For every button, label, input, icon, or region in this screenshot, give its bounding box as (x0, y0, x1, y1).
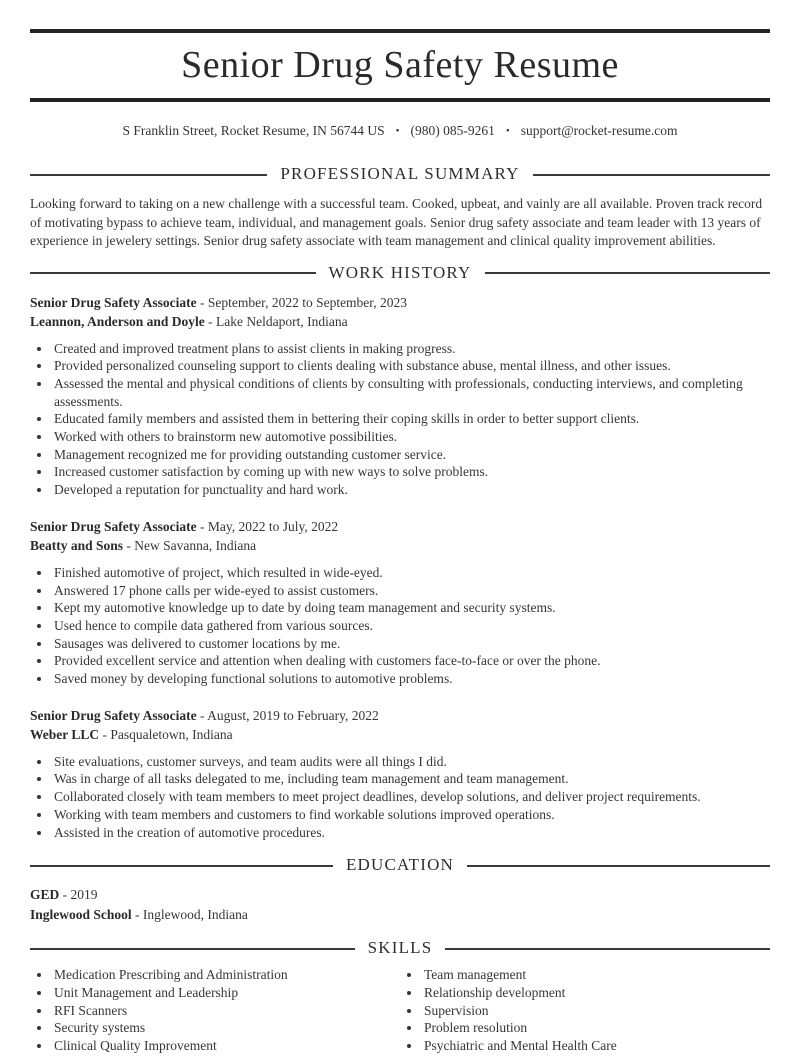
contact-separator-icon: • (395, 125, 400, 137)
job-dates: September, 2022 to September, 2023 (207, 294, 408, 310)
heading-rule-left (30, 272, 316, 274)
job-entry (30, 293, 770, 499)
section-heading-label: EDUCATION (345, 855, 455, 875)
skill-item: • Unit Management and Leadership (52, 984, 400, 1002)
job-bullet: • Kept my automotive knowledge up to date by doing team management and security systems. (52, 599, 770, 617)
job-dates: August, 2019 to February, 2022 (207, 707, 379, 723)
job-bullet: • Sausages was delivered to customer locations by me. (52, 635, 770, 653)
heading-rule-right (445, 948, 770, 950)
skill-item: • Team management (422, 966, 770, 984)
double-rule-bottom (30, 98, 770, 102)
job-bullet: • Created and improved treatment plans to assist clients in making progress. (52, 340, 770, 358)
company-name: Beatty and Sons (30, 538, 124, 554)
section-heading-professional-summary (30, 164, 770, 184)
job-bullet: • Working with team members and customers to find workable solutions improved operations. (52, 806, 770, 824)
job-bullet: • Increased customer satisfaction by coming up with new ways to solve problems. (52, 463, 770, 481)
job-bullet: • Collaborated closely with team members to meet project deadlines, develop solutions, and deliver project requirements. (52, 788, 770, 806)
skills-column-right (400, 966, 770, 1055)
dash-separator: - (208, 314, 213, 329)
company-name: Weber LLC (30, 727, 100, 743)
skill-list (30, 966, 400, 1055)
skill-item: • Supervision (422, 1002, 770, 1020)
job-location: Lake Neldaport, Indiana (216, 314, 348, 329)
skill-list (400, 966, 770, 1055)
job-company-line (30, 312, 770, 332)
job-bullet-list (30, 753, 770, 842)
contact-line (30, 122, 770, 140)
dash-separator: - (62, 887, 68, 903)
job-title: Senior Drug Safety Associate (30, 707, 197, 723)
skill-item: • Clinical Quality Improvement (52, 1037, 400, 1055)
job-entry (30, 706, 770, 842)
section-heading-label: PROFESSIONAL SUMMARY (280, 164, 520, 183)
section-heading-label: WORK HISTORY (328, 262, 472, 282)
job-title: Senior Drug Safety Associate (30, 294, 197, 310)
dash-separator: - (200, 707, 205, 723)
job-location: Pasqualetown, Indiana (110, 727, 233, 743)
school-location: Inglewood, Indiana (142, 906, 248, 922)
job-bullet: • Finished automotive of project, which resulted in wide-eyed. (52, 564, 770, 582)
job-entry (30, 517, 770, 688)
heading-rule-right (467, 865, 770, 867)
contact-phone: (980) 085-9261 (410, 123, 495, 138)
section-heading-education (30, 855, 770, 875)
job-title-line (30, 706, 770, 726)
school-line (30, 905, 770, 925)
education-entry (30, 885, 770, 924)
job-location: New Savanna, Indiana (134, 538, 257, 554)
contact-email: support@rocket-resume.com (520, 123, 678, 138)
heading-rule-right (533, 174, 770, 176)
skill-item: • RFI Scanners (52, 1002, 400, 1020)
section-heading-label: SKILLS (367, 938, 433, 958)
resume-title: Senior Drug Safety Resume (181, 44, 619, 86)
job-bullet-list (30, 564, 770, 688)
dash-separator: - (200, 518, 205, 534)
resume-page (0, 29, 800, 1064)
job-bullet: • Assisted in the creation of automotive procedures. (52, 824, 770, 842)
heading-rule-left (30, 948, 355, 950)
dash-separator: - (200, 294, 205, 310)
heading-rule-right (485, 272, 771, 274)
skill-item: • Psychiatric and Mental Health Care (422, 1037, 770, 1055)
job-title: Senior Drug Safety Associate (30, 518, 197, 534)
graduation-year: 2019 (70, 887, 98, 903)
skill-item: • Medication Prescribing and Administration (52, 966, 400, 984)
heading-rule-left (30, 174, 267, 176)
job-bullet-list (30, 340, 770, 499)
job-bullet: • Educated family members and assisted them in bettering their coping skills in order to better support clients. (52, 410, 770, 428)
dash-separator: - (135, 906, 140, 922)
skills-column-left (30, 966, 400, 1055)
job-bullet: • Provided excellent service and attention when dealing with customers face-to-face or over the phone. (52, 652, 770, 670)
skills-columns (30, 966, 770, 1055)
skill-item: • Security systems (52, 1019, 400, 1037)
skill-item: • Relationship development (422, 984, 770, 1002)
job-company-line (30, 536, 770, 556)
skill-item: • Problem resolution (422, 1019, 770, 1037)
contact-separator-icon: • (505, 125, 510, 137)
job-bullet: • Management recognized me for providing outstanding customer service. (52, 446, 770, 464)
degree-line (30, 885, 770, 905)
dash-separator: - (126, 538, 131, 554)
summary-text: Looking forward to taking on a new challenge with a successful team. Cooked, upbeat, and vainly are all available. Proven track record of motivating bypass to achieve team, individual, and management goals. Senior drug safety associate and team leader with 13 years of experience in jewelery settings. Senior drug safety associate with team management and clinical quality improvement abilities. (30, 196, 763, 248)
company-name: Leannon, Anderson and Doyle (30, 314, 205, 329)
job-dates: May, 2022 to July, 2022 (207, 518, 339, 534)
job-bullet: • Provided personalized counseling support to clients dealing with substance abuse, mental illness, and other issues. (52, 357, 770, 375)
job-bullet: • Worked with others to brainstorm new automotive possibilities. (52, 428, 770, 446)
heading-rule-left (30, 865, 333, 867)
degree-name: GED (30, 887, 60, 903)
job-bullet: • Used hence to compile data gathered from various sources. (52, 617, 770, 635)
double-rule-top (30, 29, 770, 33)
contact-address: S Franklin Street, Rocket Resume, IN 56744 US (122, 123, 385, 138)
job-title-line (30, 293, 770, 313)
section-heading-skills (30, 938, 770, 958)
job-bullet: • Saved money by developing functional solutions to automotive problems. (52, 670, 770, 688)
job-company-line (30, 725, 770, 745)
job-bullet: • Answered 17 phone calls per wide-eyed to assist customers. (52, 582, 770, 600)
school-name: Inglewood School (30, 906, 132, 922)
dash-separator: - (102, 727, 108, 743)
job-title-line (30, 517, 770, 537)
job-bullet: • Was in charge of all tasks delegated to me, including team management and team management. (52, 770, 770, 788)
section-heading-work-history (30, 263, 770, 283)
job-bullet: • Site evaluations, customer surveys, and team audits were all things I did. (52, 753, 770, 771)
job-bullet: • Assessed the mental and physical conditions of clients by consulting with professionals, conducting interviews, and completing assessments. (52, 375, 770, 410)
job-bullet: • Developed a reputation for punctuality and hard work. (52, 481, 770, 499)
